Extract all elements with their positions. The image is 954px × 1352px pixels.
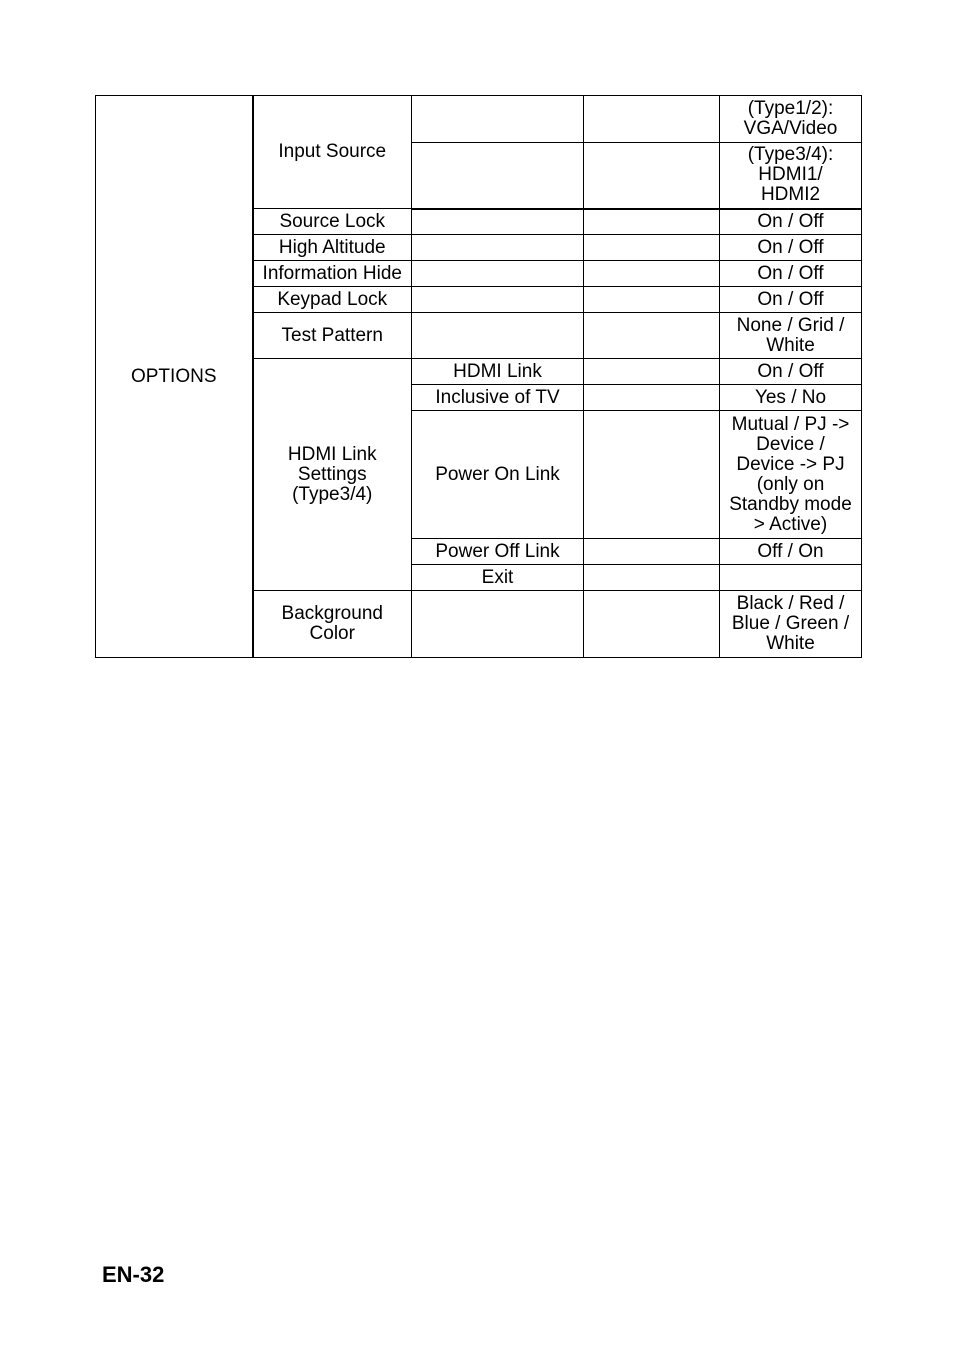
- level3-cell: [584, 261, 720, 287]
- item-cell: [412, 96, 584, 143]
- main-menu-cell: OPTIONS: [96, 96, 253, 658]
- page-number: EN-32: [102, 1262, 165, 1287]
- item-cell: [412, 313, 584, 359]
- submenu-cell: HDMI Link Settings (Type3/4): [253, 359, 412, 591]
- level3-cell: [584, 313, 720, 359]
- level3-cell: [584, 385, 720, 411]
- value-cell: Off / On: [720, 539, 862, 565]
- item-cell: [412, 261, 584, 287]
- item-cell: Inclusive of TV: [412, 385, 584, 411]
- value-cell: On / Off: [720, 359, 862, 385]
- level3-cell: [584, 143, 720, 209]
- submenu-cell: Keypad Lock: [253, 287, 412, 313]
- table-row: [96, 96, 862, 143]
- submenu-cell: High Altitude: [253, 235, 412, 261]
- item-cell: [412, 235, 584, 261]
- submenu-cell: Source Lock: [253, 209, 412, 235]
- level3-cell: [584, 591, 720, 658]
- value-cell: On / Off: [720, 209, 862, 235]
- value-cell: (Type3/4): HDMI1/ HDMI2: [720, 143, 862, 209]
- item-cell: Power Off Link: [412, 539, 584, 565]
- level3-cell: [584, 411, 720, 539]
- options-menu-table: [95, 95, 862, 658]
- level3-cell: [584, 359, 720, 385]
- level3-cell: [584, 539, 720, 565]
- submenu-cell: Background Color: [253, 591, 412, 658]
- item-cell: [412, 143, 584, 209]
- value-cell: On / Off: [720, 287, 862, 313]
- submenu-cell: Information Hide: [253, 261, 412, 287]
- item-cell: HDMI Link: [412, 359, 584, 385]
- value-cell: [720, 565, 862, 591]
- submenu-cell: Test Pattern: [253, 313, 412, 359]
- item-cell: Exit: [412, 565, 584, 591]
- value-cell: Yes / No: [720, 385, 862, 411]
- item-cell: [412, 591, 584, 658]
- item-cell: [412, 209, 584, 235]
- value-cell: None / Grid / White: [720, 313, 862, 359]
- value-cell: (Type1/2): VGA/Video: [720, 96, 862, 143]
- value-cell: On / Off: [720, 261, 862, 287]
- value-cell: Mutual / PJ -> Device / Device -> PJ (only on Standby mode > Active): [720, 411, 862, 539]
- value-cell: Black / Red / Blue / Green / White: [720, 591, 862, 658]
- level3-cell: [584, 96, 720, 143]
- level3-cell: [584, 287, 720, 313]
- value-cell: On / Off: [720, 235, 862, 261]
- level3-cell: [584, 209, 720, 235]
- submenu-cell: Input Source: [253, 96, 412, 209]
- level3-cell: [584, 565, 720, 591]
- item-cell: [412, 287, 584, 313]
- item-cell: Power On Link: [412, 411, 584, 539]
- level3-cell: [584, 235, 720, 261]
